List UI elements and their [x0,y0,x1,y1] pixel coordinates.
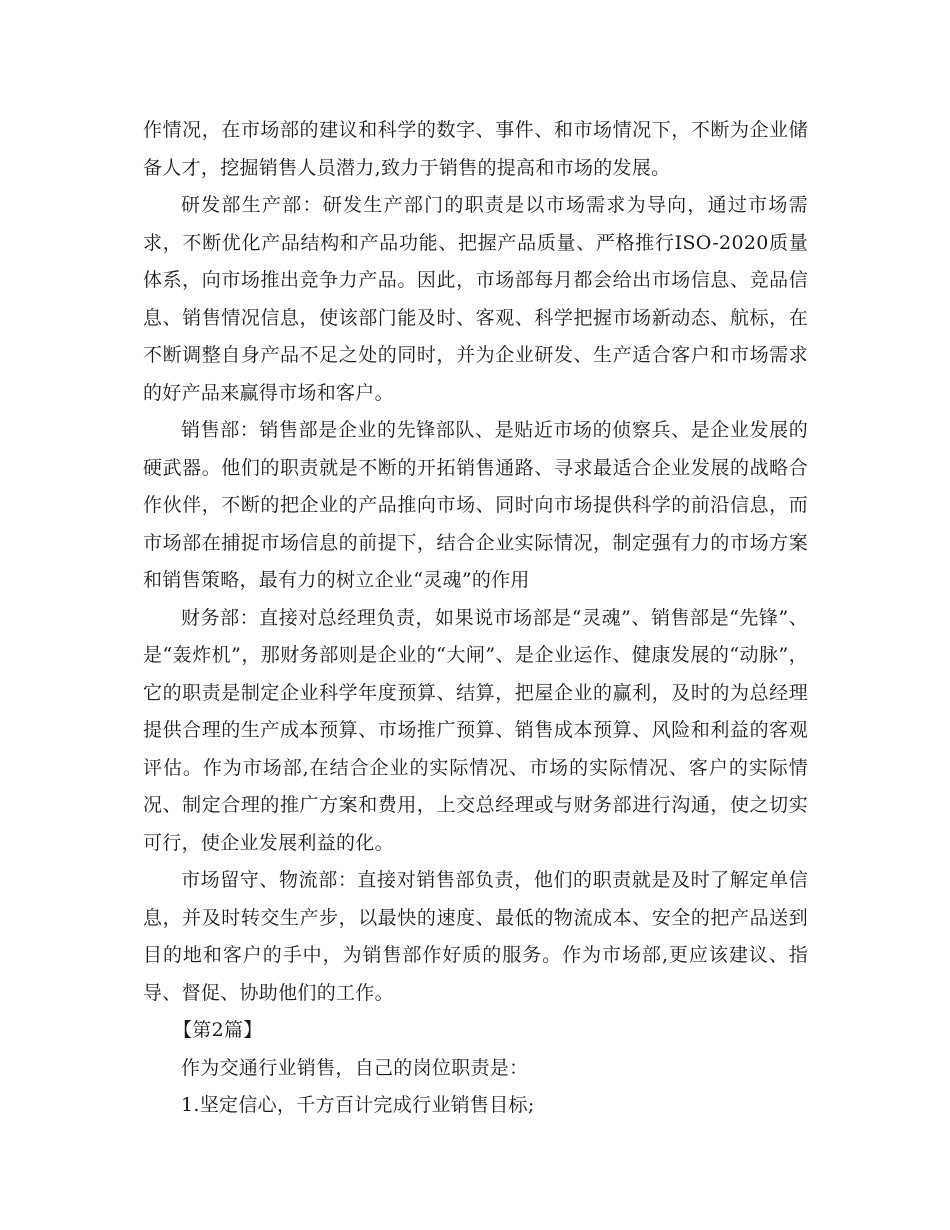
paragraph-intro: 作为交通行业销售，自己的岗位职责是： [181,1056,529,1079]
section-heading: 【第2篇】 [173,1019,263,1041]
paragraph-continued: 作情况，在市场部的建议和科学的数字、事件、和市场情况下，不断为企业储备人才，挖掘销售人员潜力,致力于销售的提高和市场的发展。 [143,119,808,179]
paragraph-rnd-production: 研发部生产部：研发生产部门的职责是以市场需求为导向，通过市场需求，不断优化产品结构和产品功能、把握产品质量、严格推行ISO-2020质量体系，向市场推出竞争力产品。因此，市场部每月都会给出市场信息、竞品信息、销售情况信息，使该部门能及时、客观、科学把握市场新动态、航标，在不断调整自身产品不足之处的同时，并为企业研发、生产适合客户和市场需求的好产品来赢得市场和客户。 [143,194,808,404]
paragraph-logistics: 市场留守、物流部：直接对销售部负责，他们的职责就是及时了解定单信息，并及时转交生产步，以最快的速度、最低的物流成本、安全的把产品送到目的地和客户的手中，为销售部作好质的服务。作为市场部,更应该建议、指导、督促、协助他们的工作。 [143,869,808,1004]
document-body [143,112,808,1125]
paragraph-finance: 财务部：直接对总经理负责，如果说市场部是“灵魂”、销售部是“先锋”、是“轰炸机”，那财务部则是企业的“大闸”、是企业运作、健康发展的“动脉”，它的职责是制定企业科学年度预算、结算，把屋企业的赢利，及时的为总经理提供合理的生产成本预算、市场推广预算、销售成本预算、风险和利益的客观评估。作为市场部,在结合企业的实际情况、市场的实际情况、客户的实际情况、制定合理的推广方案和费用，上交总经理或与财务部进行沟通，使之切实可行，使企业发展利益的化。 [143,606,808,854]
paragraph-sales: 销售部：销售部是企业的先锋部队、是贴近市场的侦察兵、是企业发展的硬武器。他们的职责就是不断的开拓销售通路、寻求最适合企业发展的战略合作伙伴，不断的把企业的产品推向市场、同时向市场提供科学的前沿信息，而市场部在捕捉市场信息的前提下，结合企业实际情况，制定强有力的市场方案和销售策略，最有力的树立企业“灵魂”的作用 [143,419,808,591]
list-item: 1.坚定信心，千方百计完成行业销售目标; [181,1094,535,1116]
